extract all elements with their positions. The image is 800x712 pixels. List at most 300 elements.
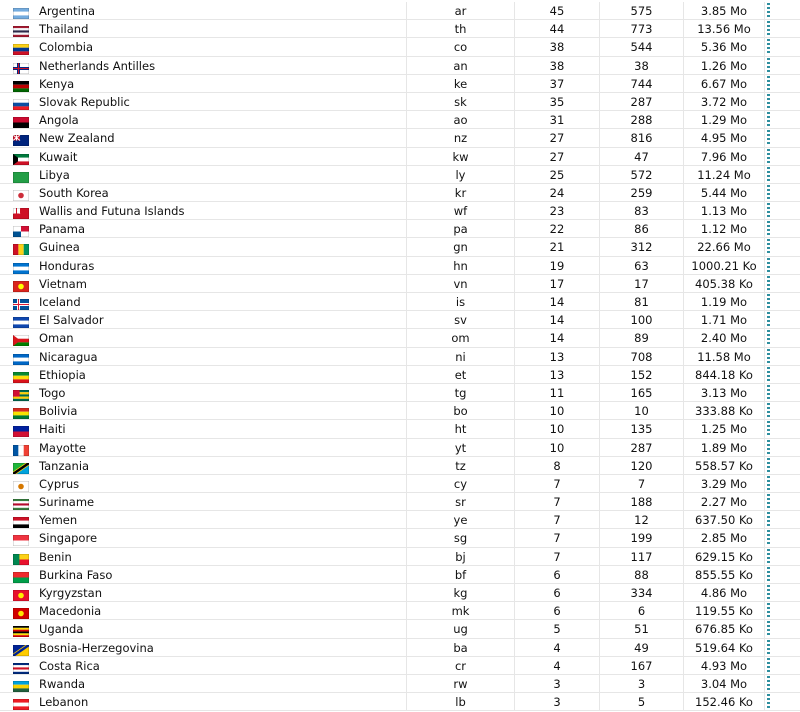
- usage-bar: [767, 276, 770, 292]
- bandwidth-value: 119.55 Ko: [684, 602, 765, 620]
- flag-icon: [13, 261, 29, 272]
- visits-count: 8: [515, 457, 600, 475]
- table-row: [0, 529, 800, 547]
- table-row: [0, 129, 800, 147]
- bandwidth-value: 1000.21 Ko: [684, 257, 765, 275]
- table-row: [0, 348, 800, 366]
- bandwidth-value: 2.40 Mo: [684, 329, 765, 347]
- table-row: [0, 457, 800, 475]
- country-code: kg: [407, 584, 515, 602]
- usage-bar-cell: [765, 38, 800, 56]
- usage-bar: [767, 76, 770, 92]
- usage-bar-cell: [765, 548, 800, 566]
- usage-bar-cell: [765, 111, 800, 129]
- hits-count: 49: [600, 639, 684, 657]
- country-code: kw: [407, 148, 515, 166]
- country-code: ar: [407, 2, 515, 20]
- country-code: lb: [407, 693, 515, 711]
- country-code: mk: [407, 602, 515, 620]
- usage-bar-cell: [765, 348, 800, 366]
- visits-count: 10: [515, 420, 600, 438]
- flag-cell: [0, 584, 35, 602]
- visits-count: 35: [515, 93, 600, 111]
- flag-cell: [0, 566, 35, 584]
- bandwidth-value: 405.38 Ko: [684, 275, 765, 293]
- flag-cell: [0, 184, 35, 202]
- country-code: cy: [407, 475, 515, 493]
- bandwidth-value: 1.26 Mo: [684, 57, 765, 75]
- flag-icon: [13, 552, 29, 563]
- table-row: [0, 511, 800, 529]
- usage-bar: [767, 58, 770, 74]
- flag-cell: [0, 202, 35, 220]
- usage-bar: [767, 403, 770, 419]
- hits-count: 312: [600, 238, 684, 256]
- bandwidth-value: 1.19 Mo: [684, 293, 765, 311]
- usage-bar: [767, 603, 770, 619]
- table-row: [0, 275, 800, 293]
- country-code: gn: [407, 238, 515, 256]
- hits-count: 287: [600, 93, 684, 111]
- country-code: wf: [407, 202, 515, 220]
- visits-count: 3: [515, 675, 600, 693]
- country-name: Bolivia: [35, 402, 407, 420]
- country-code: nz: [407, 129, 515, 147]
- visits-count: 10: [515, 402, 600, 420]
- country-code: ao: [407, 111, 515, 129]
- flag-icon: [13, 6, 29, 17]
- table-row: [0, 620, 800, 638]
- flag-cell: [0, 220, 35, 238]
- flag-cell: [0, 529, 35, 547]
- usage-bar-cell: [765, 129, 800, 147]
- flag-cell: [0, 602, 35, 620]
- country-name: Togo: [35, 384, 407, 402]
- hits-count: 120: [600, 457, 684, 475]
- hits-count: 773: [600, 20, 684, 38]
- table-row: [0, 475, 800, 493]
- bandwidth-value: 1.25 Mo: [684, 420, 765, 438]
- table-row: [0, 366, 800, 384]
- usage-bar: [767, 39, 770, 55]
- hits-count: 100: [600, 311, 684, 329]
- usage-bar-cell: [765, 75, 800, 93]
- country-name: Honduras: [35, 257, 407, 275]
- bandwidth-value: 4.95 Mo: [684, 129, 765, 147]
- visits-count: 6: [515, 602, 600, 620]
- hits-count: 199: [600, 529, 684, 547]
- country-name: Libya: [35, 166, 407, 184]
- hits-count: 38: [600, 57, 684, 75]
- hits-count: 7: [600, 475, 684, 493]
- usage-bar: [767, 312, 770, 328]
- usage-bar-cell: [765, 166, 800, 184]
- bandwidth-value: 11.24 Mo: [684, 166, 765, 184]
- bandwidth-value: 4.86 Mo: [684, 584, 765, 602]
- country-code: hn: [407, 257, 515, 275]
- hits-count: 117: [600, 548, 684, 566]
- usage-bar-cell: [765, 493, 800, 511]
- bandwidth-value: 4.93 Mo: [684, 657, 765, 675]
- usage-bar: [767, 530, 770, 546]
- flag-icon: [13, 224, 29, 235]
- table-row: [0, 93, 800, 111]
- bandwidth-value: 3.04 Mo: [684, 675, 765, 693]
- bandwidth-value: 3.29 Mo: [684, 475, 765, 493]
- table-row: [0, 257, 800, 275]
- flag-icon: [13, 242, 29, 253]
- country-name: Singapore: [35, 529, 407, 547]
- bandwidth-value: 676.85 Ko: [684, 620, 765, 638]
- flag-cell: [0, 384, 35, 402]
- flag-icon: [13, 515, 29, 526]
- usage-bar: [767, 458, 770, 474]
- visits-count: 14: [515, 293, 600, 311]
- flag-icon: [13, 279, 29, 290]
- usage-bar-cell: [765, 420, 800, 438]
- table-row: [0, 584, 800, 602]
- flag-icon: [13, 497, 29, 508]
- bandwidth-value: 3.85 Mo: [684, 2, 765, 20]
- country-name: Guinea: [35, 238, 407, 256]
- country-code: ht: [407, 420, 515, 438]
- flag-cell: [0, 457, 35, 475]
- flag-cell: [0, 2, 35, 20]
- bandwidth-value: 519.64 Ko: [684, 639, 765, 657]
- hits-count: 88: [600, 566, 684, 584]
- country-name: Netherlands Antilles: [35, 57, 407, 75]
- visits-count: 13: [515, 366, 600, 384]
- usage-bar: [767, 112, 770, 128]
- flag-icon: [13, 133, 29, 144]
- country-code: is: [407, 293, 515, 311]
- usage-bar: [767, 349, 770, 365]
- hits-count: 86: [600, 220, 684, 238]
- hits-count: 10: [600, 402, 684, 420]
- bandwidth-value: 11.58 Mo: [684, 348, 765, 366]
- usage-bar: [767, 385, 770, 401]
- bandwidth-value: 844.18 Ko: [684, 366, 765, 384]
- flag-cell: [0, 620, 35, 638]
- bandwidth-value: 1.13 Mo: [684, 202, 765, 220]
- flag-icon: [13, 315, 29, 326]
- flag-icon: [13, 643, 29, 654]
- bandwidth-value: 3.13 Mo: [684, 384, 765, 402]
- flag-icon: [13, 697, 29, 708]
- flag-icon: [13, 624, 29, 635]
- table-row: [0, 75, 800, 93]
- usage-bar: [767, 330, 770, 346]
- hits-count: 83: [600, 202, 684, 220]
- hits-count: 81: [600, 293, 684, 311]
- table-row: [0, 20, 800, 38]
- country-name: El Salvador: [35, 311, 407, 329]
- usage-bar-cell: [765, 402, 800, 420]
- bandwidth-value: 629.15 Ko: [684, 548, 765, 566]
- table-row: [0, 148, 800, 166]
- hits-count: 89: [600, 329, 684, 347]
- visits-count: 5: [515, 620, 600, 638]
- flag-icon: [13, 333, 29, 344]
- table-row: [0, 548, 800, 566]
- flag-icon: [13, 115, 29, 126]
- usage-bar-cell: [765, 602, 800, 620]
- usage-bar-cell: [765, 220, 800, 238]
- usage-bar: [767, 294, 770, 310]
- country-code: pa: [407, 220, 515, 238]
- table-row: [0, 311, 800, 329]
- visits-count: 44: [515, 20, 600, 38]
- country-name: Rwanda: [35, 675, 407, 693]
- flag-cell: [0, 75, 35, 93]
- usage-bar-cell: [765, 57, 800, 75]
- visits-count: 7: [515, 511, 600, 529]
- country-name: Slovak Republic: [35, 93, 407, 111]
- table-row: [0, 57, 800, 75]
- hits-count: 259: [600, 184, 684, 202]
- table-row: [0, 493, 800, 511]
- flag-cell: [0, 420, 35, 438]
- country-name: Kenya: [35, 75, 407, 93]
- country-name: Tanzania: [35, 457, 407, 475]
- country-code: bf: [407, 566, 515, 584]
- usage-bar: [767, 476, 770, 492]
- hits-count: 12: [600, 511, 684, 529]
- visits-count: 6: [515, 566, 600, 584]
- country-code: yt: [407, 439, 515, 457]
- country-code: rw: [407, 675, 515, 693]
- usage-bar-cell: [765, 275, 800, 293]
- usage-bar: [767, 130, 770, 146]
- flag-cell: [0, 402, 35, 420]
- usage-bar: [767, 221, 770, 237]
- hits-count: 152: [600, 366, 684, 384]
- hits-count: 575: [600, 2, 684, 20]
- usage-bar: [767, 694, 770, 710]
- country-name: Cyprus: [35, 475, 407, 493]
- hits-count: 167: [600, 657, 684, 675]
- bandwidth-value: 22.66 Mo: [684, 238, 765, 256]
- flag-cell: [0, 548, 35, 566]
- hits-count: 572: [600, 166, 684, 184]
- usage-bar-cell: [765, 457, 800, 475]
- country-code: bj: [407, 548, 515, 566]
- visits-count: 27: [515, 148, 600, 166]
- usage-bar: [767, 567, 770, 583]
- usage-bar-cell: [765, 311, 800, 329]
- usage-bar-cell: [765, 439, 800, 457]
- visits-count: 38: [515, 57, 600, 75]
- country-code: ba: [407, 639, 515, 657]
- country-name: Oman: [35, 329, 407, 347]
- usage-bar: [767, 621, 770, 637]
- usage-bar-cell: [765, 148, 800, 166]
- visits-count: 7: [515, 475, 600, 493]
- visits-count: 24: [515, 184, 600, 202]
- visits-count: 17: [515, 275, 600, 293]
- hits-count: 135: [600, 420, 684, 438]
- flag-icon: [13, 588, 29, 599]
- visits-count: 22: [515, 220, 600, 238]
- country-code: ug: [407, 620, 515, 638]
- country-name: Suriname: [35, 493, 407, 511]
- usage-bar: [767, 494, 770, 510]
- country-code: ni: [407, 348, 515, 366]
- country-code: ye: [407, 511, 515, 529]
- table-row: [0, 329, 800, 347]
- hits-count: 188: [600, 493, 684, 511]
- country-code: ke: [407, 75, 515, 93]
- usage-bar: [767, 258, 770, 274]
- flag-cell: [0, 348, 35, 366]
- table-row: [0, 2, 800, 20]
- flag-cell: [0, 293, 35, 311]
- usage-bar: [767, 640, 770, 656]
- bandwidth-value: 7.96 Mo: [684, 148, 765, 166]
- flag-icon: [13, 206, 29, 217]
- visits-count: 14: [515, 311, 600, 329]
- flag-icon: [13, 297, 29, 308]
- visits-count: 4: [515, 639, 600, 657]
- usage-bar: [767, 3, 770, 19]
- country-name: South Korea: [35, 184, 407, 202]
- country-name: Angola: [35, 111, 407, 129]
- flag-icon: [13, 42, 29, 53]
- visits-count: 45: [515, 2, 600, 20]
- usage-bar-cell: [765, 366, 800, 384]
- country-name: Wallis and Futuna Islands: [35, 202, 407, 220]
- flag-icon: [13, 424, 29, 435]
- flag-icon: [13, 370, 29, 381]
- usage-bar-cell: [765, 238, 800, 256]
- table-row: [0, 675, 800, 693]
- hits-count: 744: [600, 75, 684, 93]
- country-name: Costa Rica: [35, 657, 407, 675]
- flag-icon: [13, 188, 29, 199]
- flag-cell: [0, 693, 35, 711]
- flag-cell: [0, 129, 35, 147]
- table-row: [0, 693, 800, 711]
- flag-icon: [13, 461, 29, 472]
- country-code: om: [407, 329, 515, 347]
- usage-bar: [767, 676, 770, 692]
- country-code: sv: [407, 311, 515, 329]
- bandwidth-value: 6.67 Mo: [684, 75, 765, 93]
- visits-count: 21: [515, 238, 600, 256]
- flag-icon: [13, 443, 29, 454]
- usage-bar: [767, 440, 770, 456]
- table-row: [0, 220, 800, 238]
- hits-count: 544: [600, 38, 684, 56]
- country-name: Benin: [35, 548, 407, 566]
- visits-count: 27: [515, 129, 600, 147]
- country-name: Kuwait: [35, 148, 407, 166]
- flag-cell: [0, 493, 35, 511]
- country-name: Burkina Faso: [35, 566, 407, 584]
- country-name: Iceland: [35, 293, 407, 311]
- flag-cell: [0, 311, 35, 329]
- country-code: et: [407, 366, 515, 384]
- country-code: ly: [407, 166, 515, 184]
- country-name: Yemen: [35, 511, 407, 529]
- country-code: bo: [407, 402, 515, 420]
- country-name: Kyrgyzstan: [35, 584, 407, 602]
- country-name: Macedonia: [35, 602, 407, 620]
- visits-count: 31: [515, 111, 600, 129]
- flag-icon: [13, 388, 29, 399]
- flag-cell: [0, 475, 35, 493]
- table-row: [0, 384, 800, 402]
- bandwidth-value: 855.55 Ko: [684, 566, 765, 584]
- hits-count: 47: [600, 148, 684, 166]
- usage-bar: [767, 421, 770, 437]
- usage-bar: [767, 167, 770, 183]
- usage-bar: [767, 512, 770, 528]
- usage-bar: [767, 367, 770, 383]
- country-name: Bosnia-Herzegovina: [35, 639, 407, 657]
- usage-bar-cell: [765, 566, 800, 584]
- usage-bar-cell: [765, 693, 800, 711]
- bandwidth-value: 152.46 Ko: [684, 693, 765, 711]
- visits-count: 7: [515, 548, 600, 566]
- flag-icon: [13, 406, 29, 417]
- country-name: Argentina: [35, 2, 407, 20]
- hits-count: 63: [600, 257, 684, 275]
- country-code: co: [407, 38, 515, 56]
- flag-icon: [13, 352, 29, 363]
- usage-bar-cell: [765, 293, 800, 311]
- usage-bar: [767, 203, 770, 219]
- bandwidth-value: 333.88 Ko: [684, 402, 765, 420]
- bandwidth-value: 1.29 Mo: [684, 111, 765, 129]
- table-row: [0, 111, 800, 129]
- usage-bar-cell: [765, 529, 800, 547]
- usage-bar: [767, 549, 770, 565]
- flag-icon: [13, 79, 29, 90]
- bandwidth-value: 13.56 Mo: [684, 20, 765, 38]
- visits-count: 14: [515, 329, 600, 347]
- country-code: tz: [407, 457, 515, 475]
- usage-bar-cell: [765, 675, 800, 693]
- country-name: Uganda: [35, 620, 407, 638]
- flag-icon: [13, 61, 29, 72]
- usage-bar-cell: [765, 329, 800, 347]
- country-code: tg: [407, 384, 515, 402]
- table-row: [0, 657, 800, 675]
- visits-count: 37: [515, 75, 600, 93]
- flag-cell: [0, 329, 35, 347]
- visits-count: 19: [515, 257, 600, 275]
- usage-bar-cell: [765, 584, 800, 602]
- visits-count: 10: [515, 439, 600, 457]
- bandwidth-value: 558.57 Ko: [684, 457, 765, 475]
- flag-cell: [0, 93, 35, 111]
- country-stats-table: [0, 2, 800, 711]
- hits-count: 17: [600, 275, 684, 293]
- table-row: [0, 38, 800, 56]
- country-name: Colombia: [35, 38, 407, 56]
- country-code: an: [407, 57, 515, 75]
- table-row: [0, 184, 800, 202]
- bandwidth-value: 2.85 Mo: [684, 529, 765, 547]
- usage-bar-cell: [765, 511, 800, 529]
- usage-bar-cell: [765, 202, 800, 220]
- bandwidth-value: 5.36 Mo: [684, 38, 765, 56]
- country-name: Thailand: [35, 20, 407, 38]
- country-code: vn: [407, 275, 515, 293]
- usage-bar: [767, 149, 770, 165]
- visits-count: 38: [515, 38, 600, 56]
